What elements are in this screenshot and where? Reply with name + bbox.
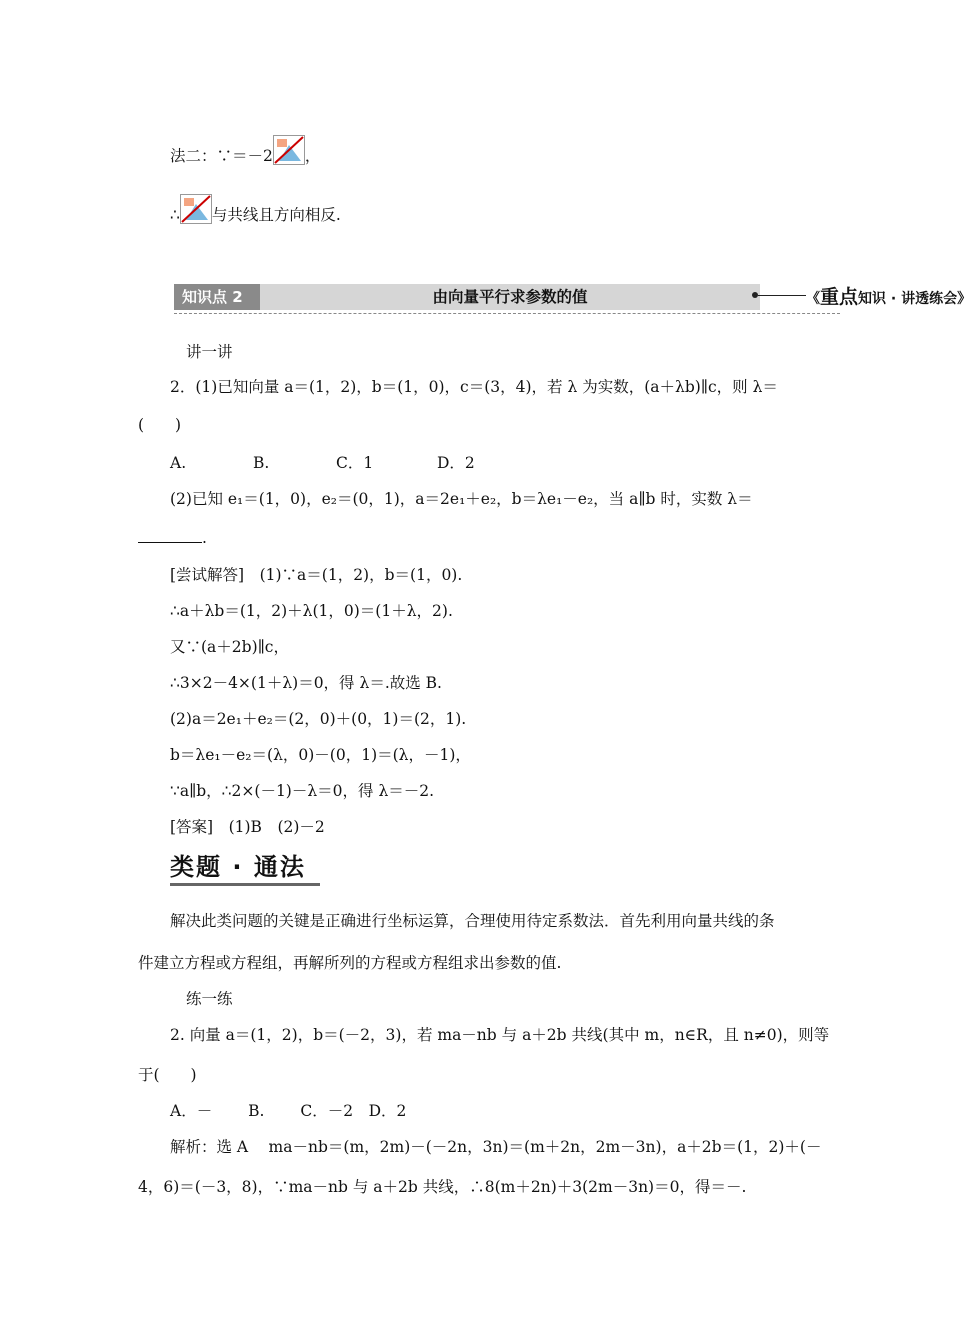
solution-line: ∴a＋λb＝(1，2)＋λ(1，0)＝(1＋λ，2). [170,602,453,620]
section-title-underline [170,883,320,886]
solution-line: ∴3×2－4×(1＋λ)＝0，得 λ＝.故选 B. [170,674,442,692]
analysis-line2: 4，6)＝(－3，8)，∵ma－nb 与 a＋2b 共线，∴8(m＋2n)＋3(2m－3n)＝0，得＝－. [138,1178,747,1196]
therefore-prefix: ∴ [170,206,180,224]
solution-line: ∵a∥b，∴2×(－1)－λ＝0，得 λ＝－2. [170,782,435,800]
solution-line: 又∵(a＋2b)∥c， [170,638,289,656]
q2-option-a: A. [170,454,187,472]
answer-blank [138,528,202,543]
analysis-line1: 解析：选 A ma－nb＝(m，2m)－(－2n，3n)＝(m＋2n，2m－3n)，a＋2b＝(1，2)＋(－ [170,1138,822,1156]
section-title: 类题 · 通法 [170,850,306,884]
practice-label: 练一练 [186,990,233,1008]
q2-part1-line1: 2．(1)已知向量 a＝(1，2)，b＝(1，0)，c＝(3，4)，若 λ 为实数，(a＋λb)∥c，则 λ＝ [170,378,778,396]
practice-line1: 2. 向量 a＝(1，2)，b＝(－2，3)，若 ma－nb 与 a＋2b 共线(其中 m，n∈R，且 n≠0)，则等 [170,1026,830,1044]
solution-line: [尝试解答] (1)∵a＝(1，2)，b＝(1，0). [170,566,463,584]
vector-image-icon [273,135,305,165]
q2-option-c: C．1 [336,454,374,472]
banner-tag: 知识点 2 [174,284,260,310]
method2-suffix: ， [304,147,321,165]
banner-emphasis: 《重点知识 · 讲透练会》 [806,286,971,308]
q2-option-b: B. [253,454,270,472]
q2-part2-line2: . [138,527,207,549]
method2-prefix: 法二：∵＝－2 [170,147,273,165]
answer-line: [答案] (1)B (2)－2 [170,818,325,836]
method-text-line: 件建立方程或方程组，再解所列的方程或方程组求出参数的值. [138,954,562,972]
banner-rule [758,295,806,296]
vector-image-icon [180,194,212,224]
therefore-line [170,194,341,226]
practice-options: A．－ B. C．－2 D．2 [170,1102,407,1120]
q2-option-d: D．2 [437,454,475,472]
practice-line2: 于( ) [138,1066,197,1084]
knowledge-point-banner [174,284,971,314]
therefore-suffix: 与共线且方向相反. [211,206,341,224]
q2-part2-line1: (2)已知 e₁＝(1，0)，e₂＝(0，1)，a＝2e₁＋e₂，b＝λe₁－e₂，当 a∥b 时，实数 λ＝ [170,490,753,508]
banner-title: 由向量平行求参数的值 [260,284,760,310]
banner-dashed-line [174,313,840,314]
method-text-line: 解决此类问题的关键是正确进行坐标运算，合理使用待定系数法．首先利用向量共线的条 [170,912,775,930]
solution-line: b＝λe₁－e₂＝(λ，0)－(0，1)＝(λ，－1)， [170,746,471,764]
solution-line: (2)a＝2e₁＋e₂＝(2，0)＋(0，1)＝(2，1). [170,710,467,728]
lecture-label: 讲一讲 [186,343,233,361]
q2-part1-line2: ( ) [138,416,182,434]
method2-line [170,135,320,167]
